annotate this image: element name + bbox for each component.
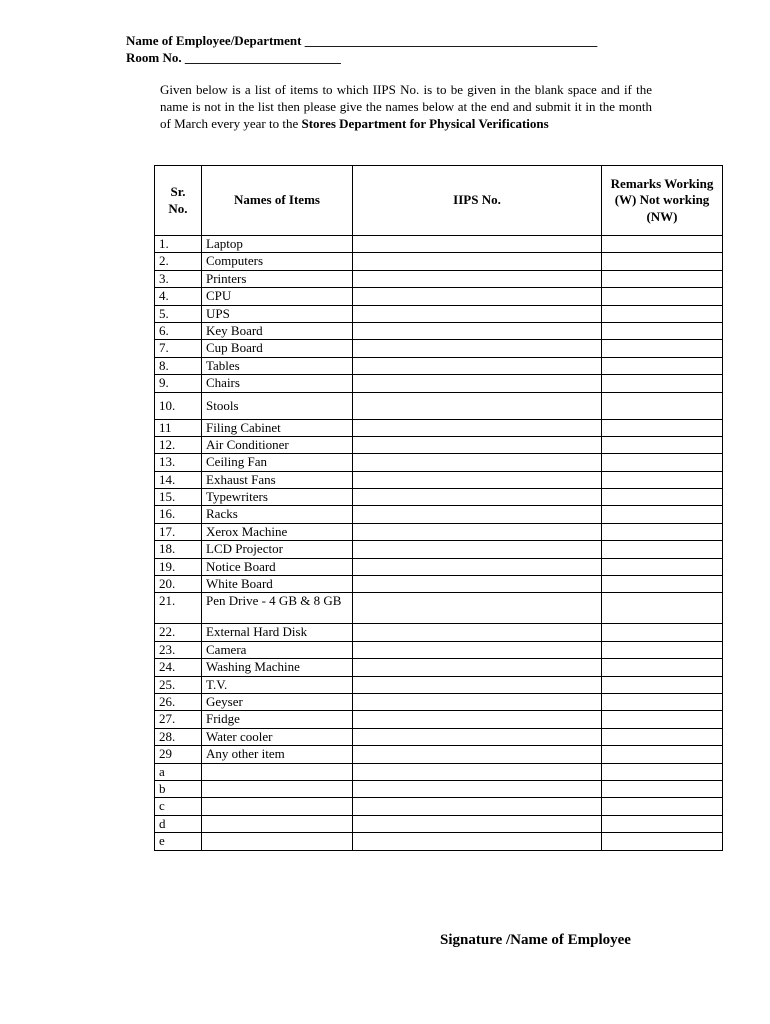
table-row bbox=[155, 375, 723, 392]
remarks-cell[interactable] bbox=[602, 780, 723, 797]
iips-no-cell[interactable] bbox=[353, 541, 602, 558]
remarks-cell[interactable] bbox=[602, 489, 723, 506]
item-name-cell: Xerox Machine bbox=[202, 523, 353, 540]
sr-no-cell: 12. bbox=[155, 436, 202, 453]
sr-no-cell: 25. bbox=[155, 676, 202, 693]
instructions-bold-text: Stores Department for Physical Verifications bbox=[301, 115, 549, 131]
table-row bbox=[155, 454, 723, 471]
item-name-cell: External Hard Disk bbox=[202, 624, 353, 641]
sr-no-cell: 20. bbox=[155, 576, 202, 593]
header-iips-no: IIPS No. bbox=[353, 166, 602, 236]
remarks-cell[interactable] bbox=[602, 746, 723, 763]
table-row bbox=[155, 711, 723, 728]
iips-no-cell[interactable] bbox=[353, 270, 602, 287]
remarks-cell[interactable] bbox=[602, 728, 723, 745]
sr-no-cell: 2. bbox=[155, 253, 202, 270]
iips-no-cell[interactable] bbox=[353, 340, 602, 357]
iips-no-cell[interactable] bbox=[353, 236, 602, 253]
table-row bbox=[155, 541, 723, 558]
sr-no-cell: 26. bbox=[155, 693, 202, 710]
item-name-cell bbox=[202, 763, 353, 780]
remarks-cell[interactable] bbox=[602, 322, 723, 339]
table-row bbox=[155, 489, 723, 506]
remarks-cell[interactable] bbox=[602, 419, 723, 436]
sr-no-cell: 4. bbox=[155, 288, 202, 305]
sr-no-cell: 8. bbox=[155, 357, 202, 374]
iips-no-cell[interactable] bbox=[353, 322, 602, 339]
iips-no-cell[interactable] bbox=[353, 763, 602, 780]
iips-no-cell[interactable] bbox=[353, 506, 602, 523]
table-row bbox=[155, 624, 723, 641]
table-row bbox=[155, 833, 723, 850]
item-name-cell: Air Conditioner bbox=[202, 436, 353, 453]
remarks-cell[interactable] bbox=[602, 576, 723, 593]
remarks-cell[interactable] bbox=[602, 541, 723, 558]
iips-no-cell[interactable] bbox=[353, 375, 602, 392]
sr-no-cell: 3. bbox=[155, 270, 202, 287]
item-name-cell: Printers bbox=[202, 270, 353, 287]
table-row bbox=[155, 593, 723, 624]
item-name-cell: Notice Board bbox=[202, 558, 353, 575]
table-row bbox=[155, 676, 723, 693]
remarks-cell[interactable] bbox=[602, 711, 723, 728]
table-row bbox=[155, 523, 723, 540]
table-row bbox=[155, 392, 723, 419]
remarks-cell[interactable] bbox=[602, 375, 723, 392]
table-row bbox=[155, 471, 723, 488]
iips-no-cell[interactable] bbox=[353, 288, 602, 305]
item-name-cell: Filing Cabinet bbox=[202, 419, 353, 436]
sr-no-cell: e bbox=[155, 833, 202, 850]
remarks-cell[interactable] bbox=[602, 523, 723, 540]
item-name-cell: T.V. bbox=[202, 676, 353, 693]
sr-no-cell: 24. bbox=[155, 659, 202, 676]
sr-no-cell: 19. bbox=[155, 558, 202, 575]
iips-no-cell[interactable] bbox=[353, 558, 602, 575]
item-name-cell bbox=[202, 815, 353, 832]
item-name-cell: Any other item bbox=[202, 746, 353, 763]
table-row bbox=[155, 763, 723, 780]
table-row bbox=[155, 322, 723, 339]
sr-no-cell: 21. bbox=[155, 593, 202, 624]
iips-no-cell[interactable] bbox=[353, 436, 602, 453]
table-row bbox=[155, 693, 723, 710]
remarks-cell[interactable] bbox=[602, 471, 723, 488]
table-row bbox=[155, 728, 723, 745]
iips-no-cell[interactable] bbox=[353, 624, 602, 641]
sr-no-cell: 29 bbox=[155, 746, 202, 763]
sr-no-cell: a bbox=[155, 763, 202, 780]
item-name-cell: White Board bbox=[202, 576, 353, 593]
header-sr-no: Sr. No. bbox=[155, 166, 202, 236]
remarks-cell[interactable] bbox=[602, 676, 723, 693]
table-body bbox=[155, 236, 723, 851]
remarks-cell[interactable] bbox=[602, 392, 723, 419]
iips-no-cell[interactable] bbox=[353, 815, 602, 832]
table-row bbox=[155, 253, 723, 270]
item-name-cell: Stools bbox=[202, 392, 353, 419]
iips-no-cell[interactable] bbox=[353, 523, 602, 540]
sr-no-cell: c bbox=[155, 798, 202, 815]
sr-no-cell: 10. bbox=[155, 392, 202, 419]
item-name-cell: CPU bbox=[202, 288, 353, 305]
item-name-cell: Washing Machine bbox=[202, 659, 353, 676]
sr-no-cell: 22. bbox=[155, 624, 202, 641]
item-name-cell: LCD Projector bbox=[202, 541, 353, 558]
iips-no-cell[interactable] bbox=[353, 471, 602, 488]
item-name-cell: UPS bbox=[202, 305, 353, 322]
remarks-cell[interactable] bbox=[602, 253, 723, 270]
header-remarks: Remarks Working (W) Not working (NW) bbox=[602, 166, 723, 236]
sr-no-cell: b bbox=[155, 780, 202, 797]
remarks-cell[interactable] bbox=[602, 288, 723, 305]
item-name-cell: Ceiling Fan bbox=[202, 454, 353, 471]
remarks-cell[interactable] bbox=[602, 693, 723, 710]
iips-no-cell[interactable] bbox=[353, 576, 602, 593]
item-name-cell: Exhaust Fans bbox=[202, 471, 353, 488]
item-name-cell: Laptop bbox=[202, 236, 353, 253]
sr-no-cell: 27. bbox=[155, 711, 202, 728]
table-row bbox=[155, 641, 723, 658]
remarks-cell[interactable] bbox=[602, 357, 723, 374]
table-row bbox=[155, 305, 723, 322]
header-names-of-items: Names of Items bbox=[202, 166, 353, 236]
sr-no-cell: 17. bbox=[155, 523, 202, 540]
iips-no-cell[interactable] bbox=[353, 253, 602, 270]
table-row bbox=[155, 506, 723, 523]
iips-no-cell[interactable] bbox=[353, 728, 602, 745]
remarks-cell[interactable] bbox=[602, 641, 723, 658]
iips-no-cell[interactable] bbox=[353, 489, 602, 506]
table-row bbox=[155, 746, 723, 763]
table-row bbox=[155, 270, 723, 287]
item-name-cell bbox=[202, 833, 353, 850]
remarks-cell[interactable] bbox=[602, 305, 723, 322]
remarks-cell[interactable] bbox=[602, 340, 723, 357]
item-name-cell bbox=[202, 798, 353, 815]
remarks-cell[interactable] bbox=[602, 624, 723, 641]
remarks-cell[interactable] bbox=[602, 270, 723, 287]
item-name-cell: Tables bbox=[202, 357, 353, 374]
table-row bbox=[155, 815, 723, 832]
item-name-cell: Typewriters bbox=[202, 489, 353, 506]
instructions-paragraph bbox=[160, 82, 652, 132]
table-row bbox=[155, 780, 723, 797]
iips-no-cell[interactable] bbox=[353, 693, 602, 710]
iips-no-cell[interactable] bbox=[353, 392, 602, 419]
employee-department-line: Name of Employee/Department _____________________________________________ bbox=[126, 33, 598, 48]
iips-no-cell[interactable] bbox=[353, 798, 602, 815]
table-row bbox=[155, 340, 723, 357]
remarks-cell[interactable] bbox=[602, 593, 723, 624]
remarks-cell[interactable] bbox=[602, 454, 723, 471]
table-row bbox=[155, 436, 723, 453]
instructions-text: Given below is a list of items to which IIPS No. is to be given in the blank space and if the name is not in the list then please give the names below at the end and submit it in the month of March every year to the bbox=[160, 82, 652, 131]
sr-no-cell: 28. bbox=[155, 728, 202, 745]
iips-no-cell[interactable] bbox=[353, 419, 602, 436]
item-name-cell: Pen Drive - 4 GB & 8 GB bbox=[202, 593, 353, 624]
iips-no-cell[interactable] bbox=[353, 833, 602, 850]
sr-no-cell: 5. bbox=[155, 305, 202, 322]
item-name-cell: Cup Board bbox=[202, 340, 353, 357]
iips-no-cell[interactable] bbox=[353, 454, 602, 471]
iips-no-cell[interactable] bbox=[353, 780, 602, 797]
remarks-cell[interactable] bbox=[602, 558, 723, 575]
remarks-cell[interactable] bbox=[602, 798, 723, 815]
sr-no-cell: 6. bbox=[155, 322, 202, 339]
remarks-cell[interactable] bbox=[602, 763, 723, 780]
table-header-row bbox=[155, 166, 723, 236]
sr-no-cell: 15. bbox=[155, 489, 202, 506]
remarks-cell[interactable] bbox=[602, 236, 723, 253]
iips-no-cell[interactable] bbox=[353, 746, 602, 763]
table-row bbox=[155, 288, 723, 305]
remarks-cell[interactable] bbox=[602, 815, 723, 832]
table-row bbox=[155, 236, 723, 253]
item-name-cell: Water cooler bbox=[202, 728, 353, 745]
item-name-cell: Computers bbox=[202, 253, 353, 270]
item-name-cell: Geyser bbox=[202, 693, 353, 710]
iips-no-cell[interactable] bbox=[353, 711, 602, 728]
sr-no-cell: 7. bbox=[155, 340, 202, 357]
item-name-cell: Racks bbox=[202, 506, 353, 523]
iips-no-cell[interactable] bbox=[353, 357, 602, 374]
item-name-cell: Fridge bbox=[202, 711, 353, 728]
iips-no-cell[interactable] bbox=[353, 676, 602, 693]
remarks-cell[interactable] bbox=[602, 436, 723, 453]
table-row bbox=[155, 576, 723, 593]
sr-no-cell: 23. bbox=[155, 641, 202, 658]
iips-no-cell[interactable] bbox=[353, 305, 602, 322]
item-name-cell: Key Board bbox=[202, 322, 353, 339]
room-number-line: Room No. ________________________ bbox=[126, 50, 341, 65]
remarks-cell[interactable] bbox=[602, 506, 723, 523]
sr-no-cell: d bbox=[155, 815, 202, 832]
sr-no-cell: 14. bbox=[155, 471, 202, 488]
table-row bbox=[155, 357, 723, 374]
table-row bbox=[155, 798, 723, 815]
sr-no-cell: 1. bbox=[155, 236, 202, 253]
table-row bbox=[155, 659, 723, 676]
remarks-cell[interactable] bbox=[602, 833, 723, 850]
iips-no-cell[interactable] bbox=[353, 659, 602, 676]
sr-no-cell: 9. bbox=[155, 375, 202, 392]
item-name-cell: Camera bbox=[202, 641, 353, 658]
iips-no-cell[interactable] bbox=[353, 593, 602, 624]
sr-no-cell: 18. bbox=[155, 541, 202, 558]
iips-no-cell[interactable] bbox=[353, 641, 602, 658]
sr-no-cell: 11 bbox=[155, 419, 202, 436]
items-table bbox=[154, 165, 723, 851]
sr-no-cell: 13. bbox=[155, 454, 202, 471]
item-name-cell: Chairs bbox=[202, 375, 353, 392]
sr-no-cell: 16. bbox=[155, 506, 202, 523]
remarks-cell[interactable] bbox=[602, 659, 723, 676]
item-name-cell bbox=[202, 780, 353, 797]
table-row bbox=[155, 558, 723, 575]
signature-label: Signature /Name of Employee bbox=[440, 932, 631, 948]
table-row bbox=[155, 419, 723, 436]
